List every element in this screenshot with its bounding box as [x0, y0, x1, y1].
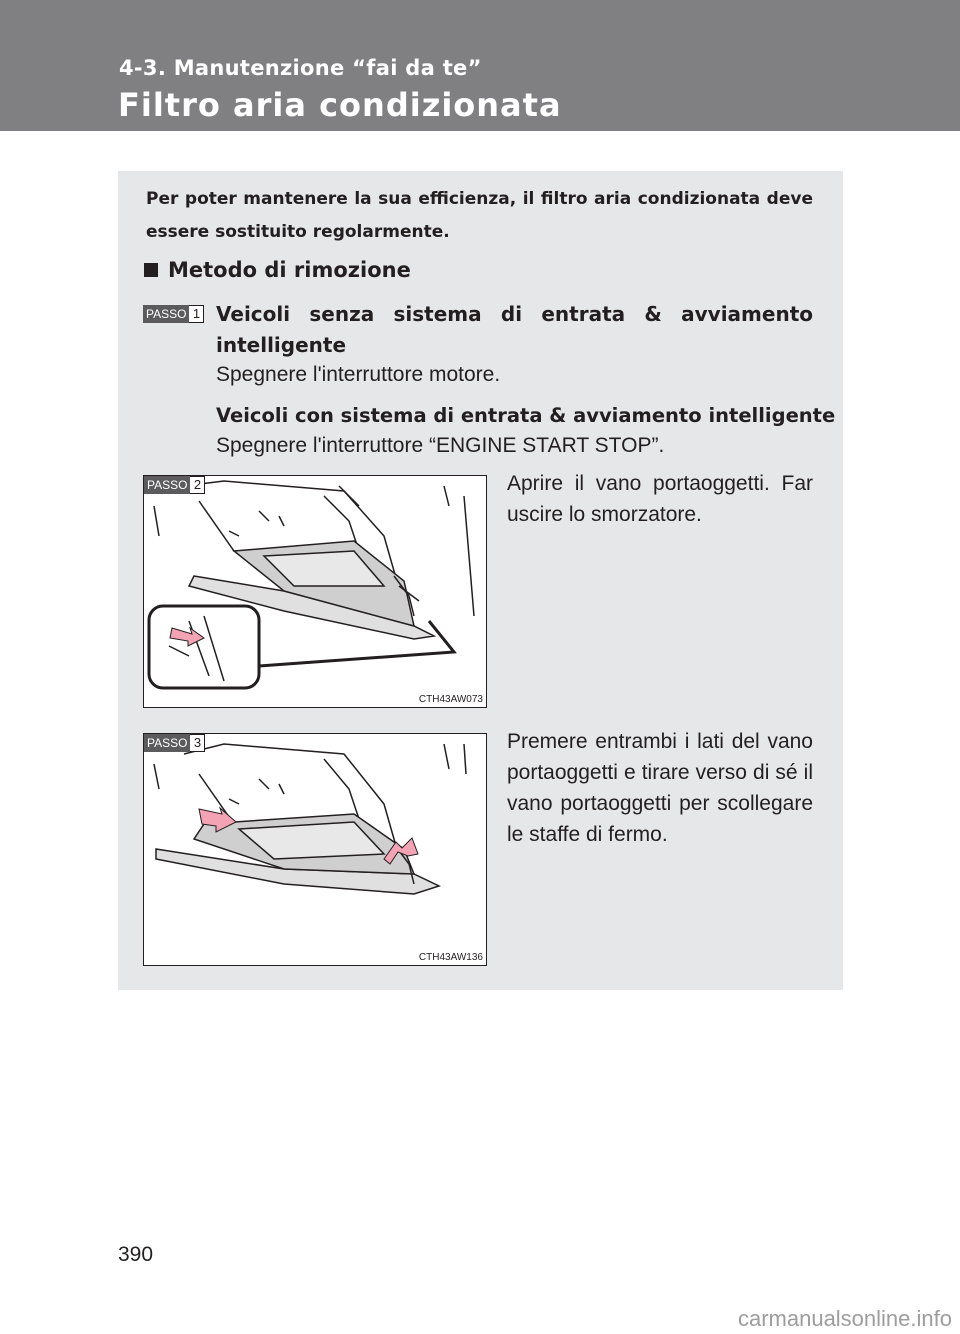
step-number: 3 [190, 734, 205, 752]
intro-text: Per poter mantenere la sua efficienza, il filtro aria condizionata deve essere sostituito regolarmente. [146, 189, 813, 242]
glovebox-open-illustration [144, 476, 487, 708]
glovebox-unhook-illustration [144, 734, 487, 966]
figure-code: CTH43AW136 [418, 952, 483, 963]
step1-case2-heading: Veicoli con sistema di entrata & avviamento intelligente [216, 404, 836, 427]
watermark: carmanualsonline.info [737, 1306, 952, 1331]
step-badge-2 [144, 476, 205, 494]
step3-text: Premere entrambi i lati del vano portaoggetti e tirare verso di sé il vano portaoggetti per scollegare le staffe di fermo. [507, 730, 813, 846]
figure-code: CTH43AW073 [418, 694, 483, 705]
page-title: Filtro aria condizionata [118, 86, 562, 124]
step2-figure [143, 475, 487, 708]
step1-case2-text: Spegnere l'interruttore “ENGINE START STOP”. [216, 434, 665, 457]
step2-text: Aprire il vano portaoggetti. Far uscire lo smorzatore. [507, 472, 813, 526]
step-number: 2 [190, 476, 205, 494]
step-badge-1 [143, 305, 204, 323]
square-bullet-icon [144, 263, 158, 277]
page-number: 390 [118, 1243, 154, 1266]
step3-figure [143, 733, 487, 966]
step-number: 1 [189, 305, 204, 323]
step-word: PASSO [143, 305, 189, 323]
step1-case1-text: Spegnere l'interruttore motore. [216, 363, 501, 386]
section-label: 4-3. Manutenzione “fai da te” [119, 56, 482, 80]
header-bar [0, 0, 960, 131]
step1-case1-heading: Veicoli senza sistema di entrata & avviamento intelligente [216, 302, 813, 357]
step-word: PASSO [144, 476, 190, 494]
subheading-label: Metodo di rimozione [168, 258, 411, 282]
step-badge-3 [144, 734, 205, 752]
step-word: PASSO [144, 734, 190, 752]
subheading [144, 258, 411, 282]
